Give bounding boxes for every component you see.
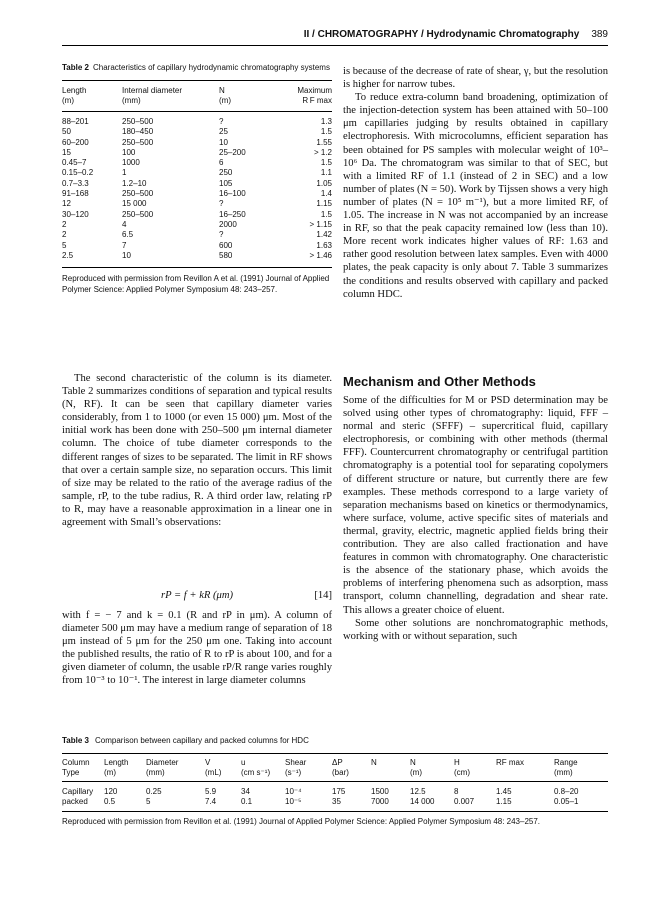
table-cell: 1.4 bbox=[320, 189, 332, 199]
table-cell: 1.42 bbox=[316, 230, 332, 240]
table-cell: 60–200 bbox=[62, 137, 89, 147]
table-cell: 12.5 bbox=[410, 787, 426, 796]
table-cell: 0.25 bbox=[146, 787, 162, 796]
column-header: N (m) bbox=[219, 86, 231, 105]
table-cell: 1.5 bbox=[320, 158, 332, 168]
paragraph: with f = − 7 and k = 0.1 (R and rP in μm). A column of diameter 500 μm may have a medium range of separation of 18 μm instead of 5 μm for the 250 μm one. Taking into account the published results, the ratio of R to rP is about 100, and for a given diameter of column, the usable rP/R range varies roughly from 10⁻³ to 10⁻¹. The interest in large diameter columns bbox=[62, 610, 332, 687]
table-row bbox=[62, 241, 332, 251]
table-cell: 35 bbox=[332, 797, 341, 806]
table-cell: 1500 bbox=[371, 787, 389, 796]
table-row bbox=[62, 117, 332, 127]
table-2 bbox=[62, 63, 332, 295]
table-cell: > 1.46 bbox=[309, 250, 332, 260]
equation-expression: rP = f + kR (μm) bbox=[160, 590, 234, 601]
column-header: Internal diameter (mm) bbox=[122, 86, 183, 105]
table-3-caption: Table 3 Comparison between capillary and packed columns for HDC bbox=[62, 736, 309, 745]
table-cell: 10 bbox=[219, 137, 228, 147]
column-header: RF max bbox=[496, 758, 524, 767]
table-cell: 180–450 bbox=[122, 127, 154, 137]
table-cell: 1 bbox=[122, 168, 127, 178]
table-3-body bbox=[62, 782, 608, 811]
table-cell: 1.63 bbox=[316, 240, 332, 250]
table-cell: 4 bbox=[122, 219, 127, 229]
column-header: u (cm s⁻¹) bbox=[241, 758, 271, 777]
table-cell: 1.45 bbox=[496, 787, 512, 796]
table-2-header bbox=[62, 81, 332, 111]
table-row bbox=[62, 199, 332, 209]
table-cell: 14 000 bbox=[410, 797, 435, 806]
table-row bbox=[62, 189, 332, 199]
table-cell: 0.05–1 bbox=[554, 797, 579, 806]
table-cell: 8 bbox=[454, 787, 459, 796]
table-cell: 250–500 bbox=[122, 137, 154, 147]
column-header: Length (m) bbox=[62, 86, 87, 105]
table-row bbox=[62, 797, 608, 807]
table-cell: 0.45–7 bbox=[62, 158, 87, 168]
table-row bbox=[62, 138, 332, 148]
table-cell: 1.55 bbox=[316, 137, 332, 147]
paragraph: Some of the difficulties for M or PSD determination may be solved using other types of chromatography: liquid, FFF – normal and steric (SFFF) – supercritical fluid, capillary electrophoresis, or combining with other methods (thermal FFF). Countercurrent chromatography or centrifugal partition chromatography is a potential tool for separating copolymers of different structure or nature, but currently there are few examples. These methods correspond to a large variety of separation mechanisms based on kinetics or thermodynamics, where surface, volume, active specific sites of materials and thermal, gravity, electric, magnetic applied fields bring their contribution. They are also called fractionation and have features in common with chromatography. One characteristic is the absence of the stationary phase, which avoids the problems of interfering phenomena such as adsorption, mass transport, column channelling, degradation and shear rate. This allows a greater choice of eluent. bbox=[343, 395, 608, 616]
table-row bbox=[62, 220, 332, 230]
table-cell: 250–500 bbox=[122, 117, 154, 126]
table-cell: 1.3 bbox=[320, 117, 332, 126]
table-cell: 250–500 bbox=[122, 189, 154, 199]
table-cell: ? bbox=[219, 230, 224, 240]
table-cell: 30–120 bbox=[62, 209, 89, 219]
table-3 bbox=[62, 736, 608, 827]
table-cell: packed bbox=[62, 797, 88, 806]
table-row bbox=[62, 179, 332, 189]
table-cell: 250–500 bbox=[122, 209, 154, 219]
table-cell: 600 bbox=[219, 240, 233, 250]
column-header: N (m) bbox=[410, 758, 422, 777]
paragraph: To reduce extra-column band broadening, optimization of the injection-detection system has been attained with 50–100 μm capillaries judging by results obtained in capillary electrophoresis. With microcolumns, efficient separation has been obtained for PS samples with molecular weight of 10³–10⁶ Da. The chromatogram was similar to that of SEC, but with a limited RF of 1.1 (instead of 2 in SEC) and a low number of plates (N = 50). Work by Tijssen shows a very high number of plates (N = 10⁵ m⁻¹), but a more limited RF, of 1.05. The increase in N was not accompanied by an increase in RF, so that the peak capacity remained low (less than 10). More recent work indicates higher values of RF: 1.63 and rather good resolution between latex samples. Even with 4000 plates, the peak capacity is only about 7. Table 3 summarizes the conditions and results observed with capillary and packed column HDC. bbox=[343, 92, 608, 300]
table-cell: 91–168 bbox=[62, 189, 89, 199]
table-cell: 16–100 bbox=[219, 189, 246, 199]
header-rule bbox=[62, 45, 608, 46]
equation-number: [14] bbox=[314, 590, 332, 601]
table-cell: ? bbox=[219, 199, 224, 209]
column-header: Column Type bbox=[62, 758, 90, 777]
table-3-label: Table 3 bbox=[62, 736, 89, 745]
table-cell: ? bbox=[219, 117, 224, 126]
table-cell: 105 bbox=[219, 178, 233, 188]
table-cell: 10⁻⁵ bbox=[285, 797, 302, 806]
table-cell: 100 bbox=[122, 147, 136, 157]
table-cell: 15 000 bbox=[122, 199, 147, 209]
column-header: ΔP (bar) bbox=[332, 758, 349, 777]
column-header: V (mL) bbox=[205, 758, 222, 777]
table-cell: 5.9 bbox=[205, 787, 217, 796]
page-number: 389 bbox=[591, 29, 608, 40]
table-cell: 5 bbox=[146, 797, 151, 806]
table-cell: 1.2–10 bbox=[122, 178, 147, 188]
table-cell: 2 bbox=[62, 219, 67, 229]
table-cell: 175 bbox=[332, 787, 346, 796]
table-row bbox=[62, 127, 332, 137]
table-2-caption: Table 2 Characteristics of capillary hydrodynamic chromatography systems bbox=[62, 63, 330, 72]
table-cell: > 1.15 bbox=[309, 219, 332, 229]
table-cell: 6.5 bbox=[122, 230, 134, 240]
table-cell: 2 bbox=[62, 230, 67, 240]
table-cell: 5 bbox=[62, 240, 67, 250]
table-cell: 88–201 bbox=[62, 117, 89, 126]
table-cell: 250 bbox=[219, 168, 233, 178]
table-cell: 1.5 bbox=[320, 127, 332, 137]
table-cell: 0.5 bbox=[104, 797, 116, 806]
table-cell: 7000 bbox=[371, 797, 389, 806]
table-cell: 120 bbox=[104, 787, 118, 796]
table-3-footnote: Reproduced with permission from Revillon et al. (1991) Journal of Applied Polymer Science: Applied Polymer Symposium 48: 243–257. bbox=[62, 817, 541, 826]
paragraph: is because of the decrease of rate of shear, γ, but the resolution is higher for narrow tubes. bbox=[343, 66, 608, 91]
table-cell: 15 bbox=[62, 147, 71, 157]
column-header: Range (mm) bbox=[554, 758, 578, 777]
column-header: Length (m) bbox=[104, 758, 129, 777]
table-cell: 1000 bbox=[122, 158, 140, 168]
table-cell: 7.4 bbox=[205, 797, 217, 806]
section-heading: Mechanism and Other Methods bbox=[343, 374, 536, 389]
table-cell: 0.15–0.2 bbox=[62, 168, 94, 178]
table-row bbox=[62, 158, 332, 168]
table-cell: 10⁻⁴ bbox=[285, 787, 302, 796]
running-title: II / CHROMATOGRAPHY / Hydrodynamic Chromatography bbox=[303, 29, 580, 40]
left-column bbox=[62, 372, 332, 529]
table-cell: 2000 bbox=[219, 219, 237, 229]
table-cell: 6 bbox=[219, 158, 224, 168]
column-header: H (cm) bbox=[454, 758, 470, 777]
column-header: Diameter (mm) bbox=[146, 758, 179, 777]
table-cell: > 1.2 bbox=[313, 147, 332, 157]
right-column-upper bbox=[343, 65, 608, 301]
table-cell: 0.007 bbox=[454, 797, 475, 806]
table-cell: Capillary bbox=[62, 787, 94, 796]
table-2-label: Table 2 bbox=[62, 63, 89, 72]
table-cell: 1.15 bbox=[496, 797, 512, 806]
table-cell: 7 bbox=[122, 240, 127, 250]
table-row bbox=[62, 787, 608, 797]
table-cell: 1.1 bbox=[320, 168, 332, 178]
paragraph: The second characteristic of the column is its diameter. Table 2 summarizes conditions of separation and typical results (N, RF). It can be seen that capillary diameter varies considerably, from 1 to 1000 (or even 15 000) μm. Most of the initial work has been done with 250–500 μm internal diameter column. The choice of tube diameter corresponds to the different ranges of sizes to be separated. The limit in RF shows that over a certain sample size, no separation occurs. This limit of size may be related to the ratio of the average radius of the sample, rP, to the tube radius, R. A third order law, relating rP to R, may have a reasonable approximation in a linear one in agreement with Small’s observations: bbox=[62, 373, 332, 529]
table-3-header bbox=[62, 754, 608, 781]
table-cell: 34 bbox=[241, 787, 250, 796]
running-header bbox=[0, 29, 608, 40]
paragraph: Some other solutions are nonchromatographic methods, working with or without separation, such bbox=[343, 617, 608, 642]
table-cell: 0.8–20 bbox=[554, 787, 579, 796]
table-cell: 25 bbox=[219, 127, 228, 137]
table-cell: 0.7–3.3 bbox=[62, 178, 89, 188]
table-cell: 580 bbox=[219, 250, 233, 260]
table-row bbox=[62, 168, 332, 178]
column-header: Shear (s⁻¹) bbox=[285, 758, 307, 777]
right-column-lower bbox=[343, 394, 608, 643]
table-cell: 0.1 bbox=[241, 797, 253, 806]
table-cell: 1.5 bbox=[320, 209, 332, 219]
table-cell: 1.05 bbox=[316, 178, 332, 188]
table-cell: 16–250 bbox=[219, 209, 246, 219]
table-cell: 1.15 bbox=[316, 199, 332, 209]
column-header: Maximum R F max bbox=[297, 86, 332, 105]
table-cell: 50 bbox=[62, 127, 71, 137]
left-column-after-equation bbox=[62, 609, 332, 688]
table-row bbox=[62, 230, 332, 240]
table-cell: 2.5 bbox=[62, 250, 74, 260]
table-row bbox=[62, 251, 332, 261]
table-cell: 10 bbox=[122, 250, 131, 260]
table-row bbox=[62, 148, 332, 158]
table-cell: 25–200 bbox=[219, 147, 246, 157]
table-row bbox=[62, 210, 332, 220]
table-2-body bbox=[62, 112, 332, 267]
table-2-footnote: Reproduced with permission from Revillon A et al. (1991) Journal of Applied Polymer Science: Applied Polymer Symposium 48: 243–257. bbox=[62, 274, 330, 294]
column-header: N bbox=[371, 758, 377, 767]
table-cell: 12 bbox=[62, 199, 71, 209]
